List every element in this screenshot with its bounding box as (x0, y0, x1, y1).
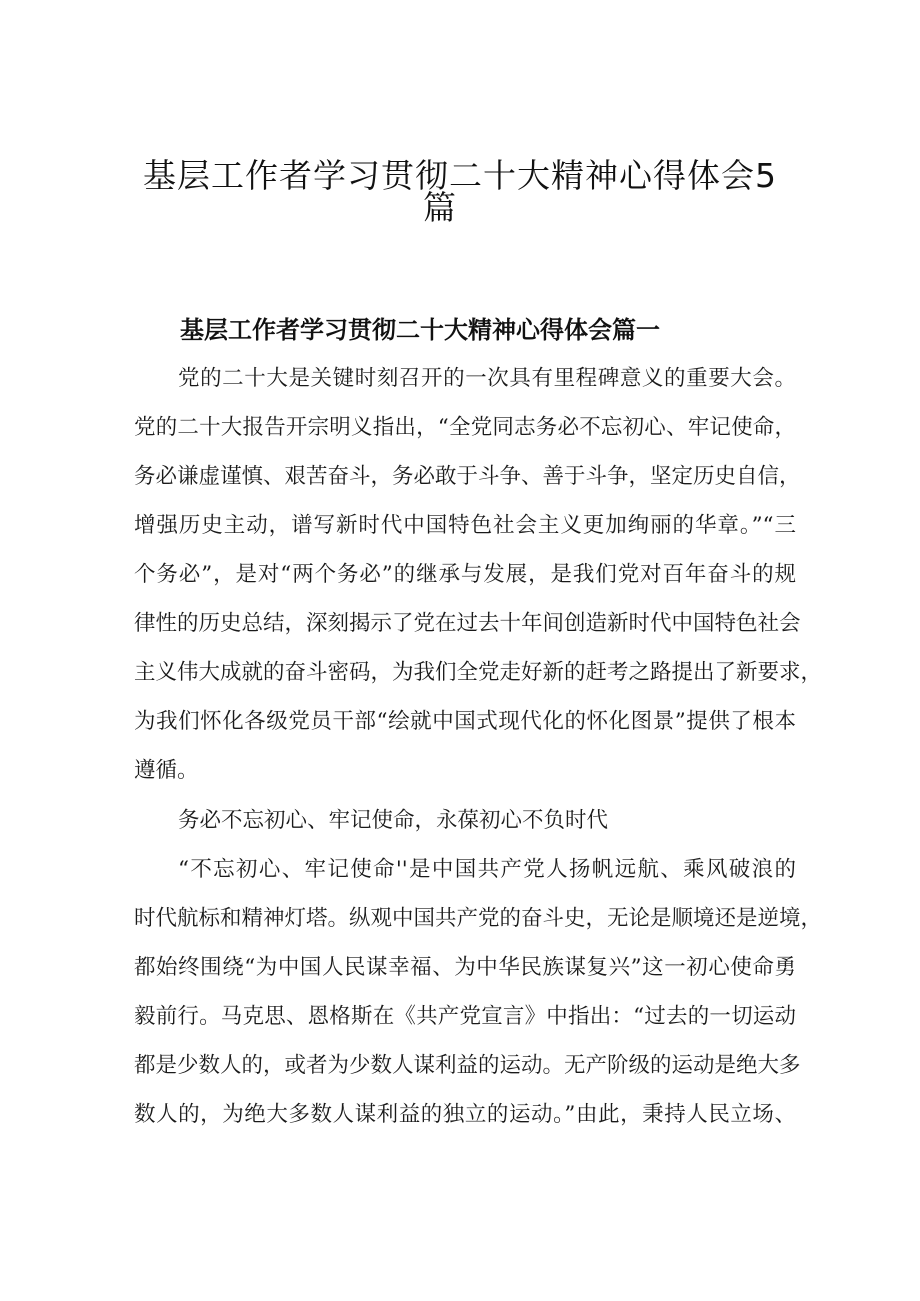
subheading: 务必不忘初心、牢记使命，永葆初心不负时代 (178, 808, 609, 833)
paragraph-2-line: “不忘初心、牢记使命''是中国共产党人扬帆远航、乘风破浪的 (178, 857, 796, 882)
section-heading: 基层工作者学习贯彻二十大精神心得体会篇一 (180, 316, 660, 344)
paragraph-1-line: 律性的历史总结，深刻揭示了党在过去十年间创造新时代中国特色社会 (134, 611, 801, 636)
paragraph-2-line: 时代航标和精神灯塔。纵观中国共产党的奋斗史，无论是顺境还是逆境， (134, 906, 823, 931)
paragraph-1-line: 党的二十大报告开宗明义指出，“全党同志务必不忘初心、牢记使命， (134, 415, 796, 440)
paragraph-2-line: 数人的，为绝大多数人谋利益的独立的运动。”由此，秉持人民立场、 (134, 1102, 796, 1127)
paragraph-1-line: 增强历史主动，谱写新时代中国特色社会主义更加绚丽的华章。”“三 (134, 513, 796, 538)
paragraph-2-line: 都是少数人的，或者为少数人谋利益的运动。无产阶级的运动是绝大多 (134, 1053, 801, 1078)
paragraph-1-line: 个务必”，是对“两个务必”的继承与发展，是我们党对百年奋斗的规 (134, 562, 796, 587)
paragraph-1-line: 遵循。 (134, 758, 199, 783)
document-title-line-2: 篇 (423, 188, 457, 227)
document-title-line-1: 基层工作者学习贯彻二十大精神心得体会5 (143, 156, 777, 195)
paragraph-1-line: 务必谦虚谨慎、艰苦奋斗，务必敢于斗争、善于斗争，坚定历史自信， (134, 464, 801, 489)
paragraph-2-line: 都始终围绕“为中国人民谋幸福、为中华民族谋复兴”这一初心使命勇 (134, 955, 796, 980)
paragraph-2-line: 毅前行。马克思、恩格斯在《共产党宣言》中指出：“过去的一切运动 (134, 1004, 796, 1029)
paragraph-1-line: 为我们怀化各级党员干部“绘就中国式现代化的怀化图景”提供了根本 (134, 709, 796, 734)
paragraph-1-line: 党的二十大是关键时刻召开的一次具有里程碑意义的重要大会。 (178, 366, 796, 391)
paragraph-1-line: 主义伟大成就的奋斗密码，为我们全党走好新的赶考之路提出了新要求， (134, 660, 823, 685)
